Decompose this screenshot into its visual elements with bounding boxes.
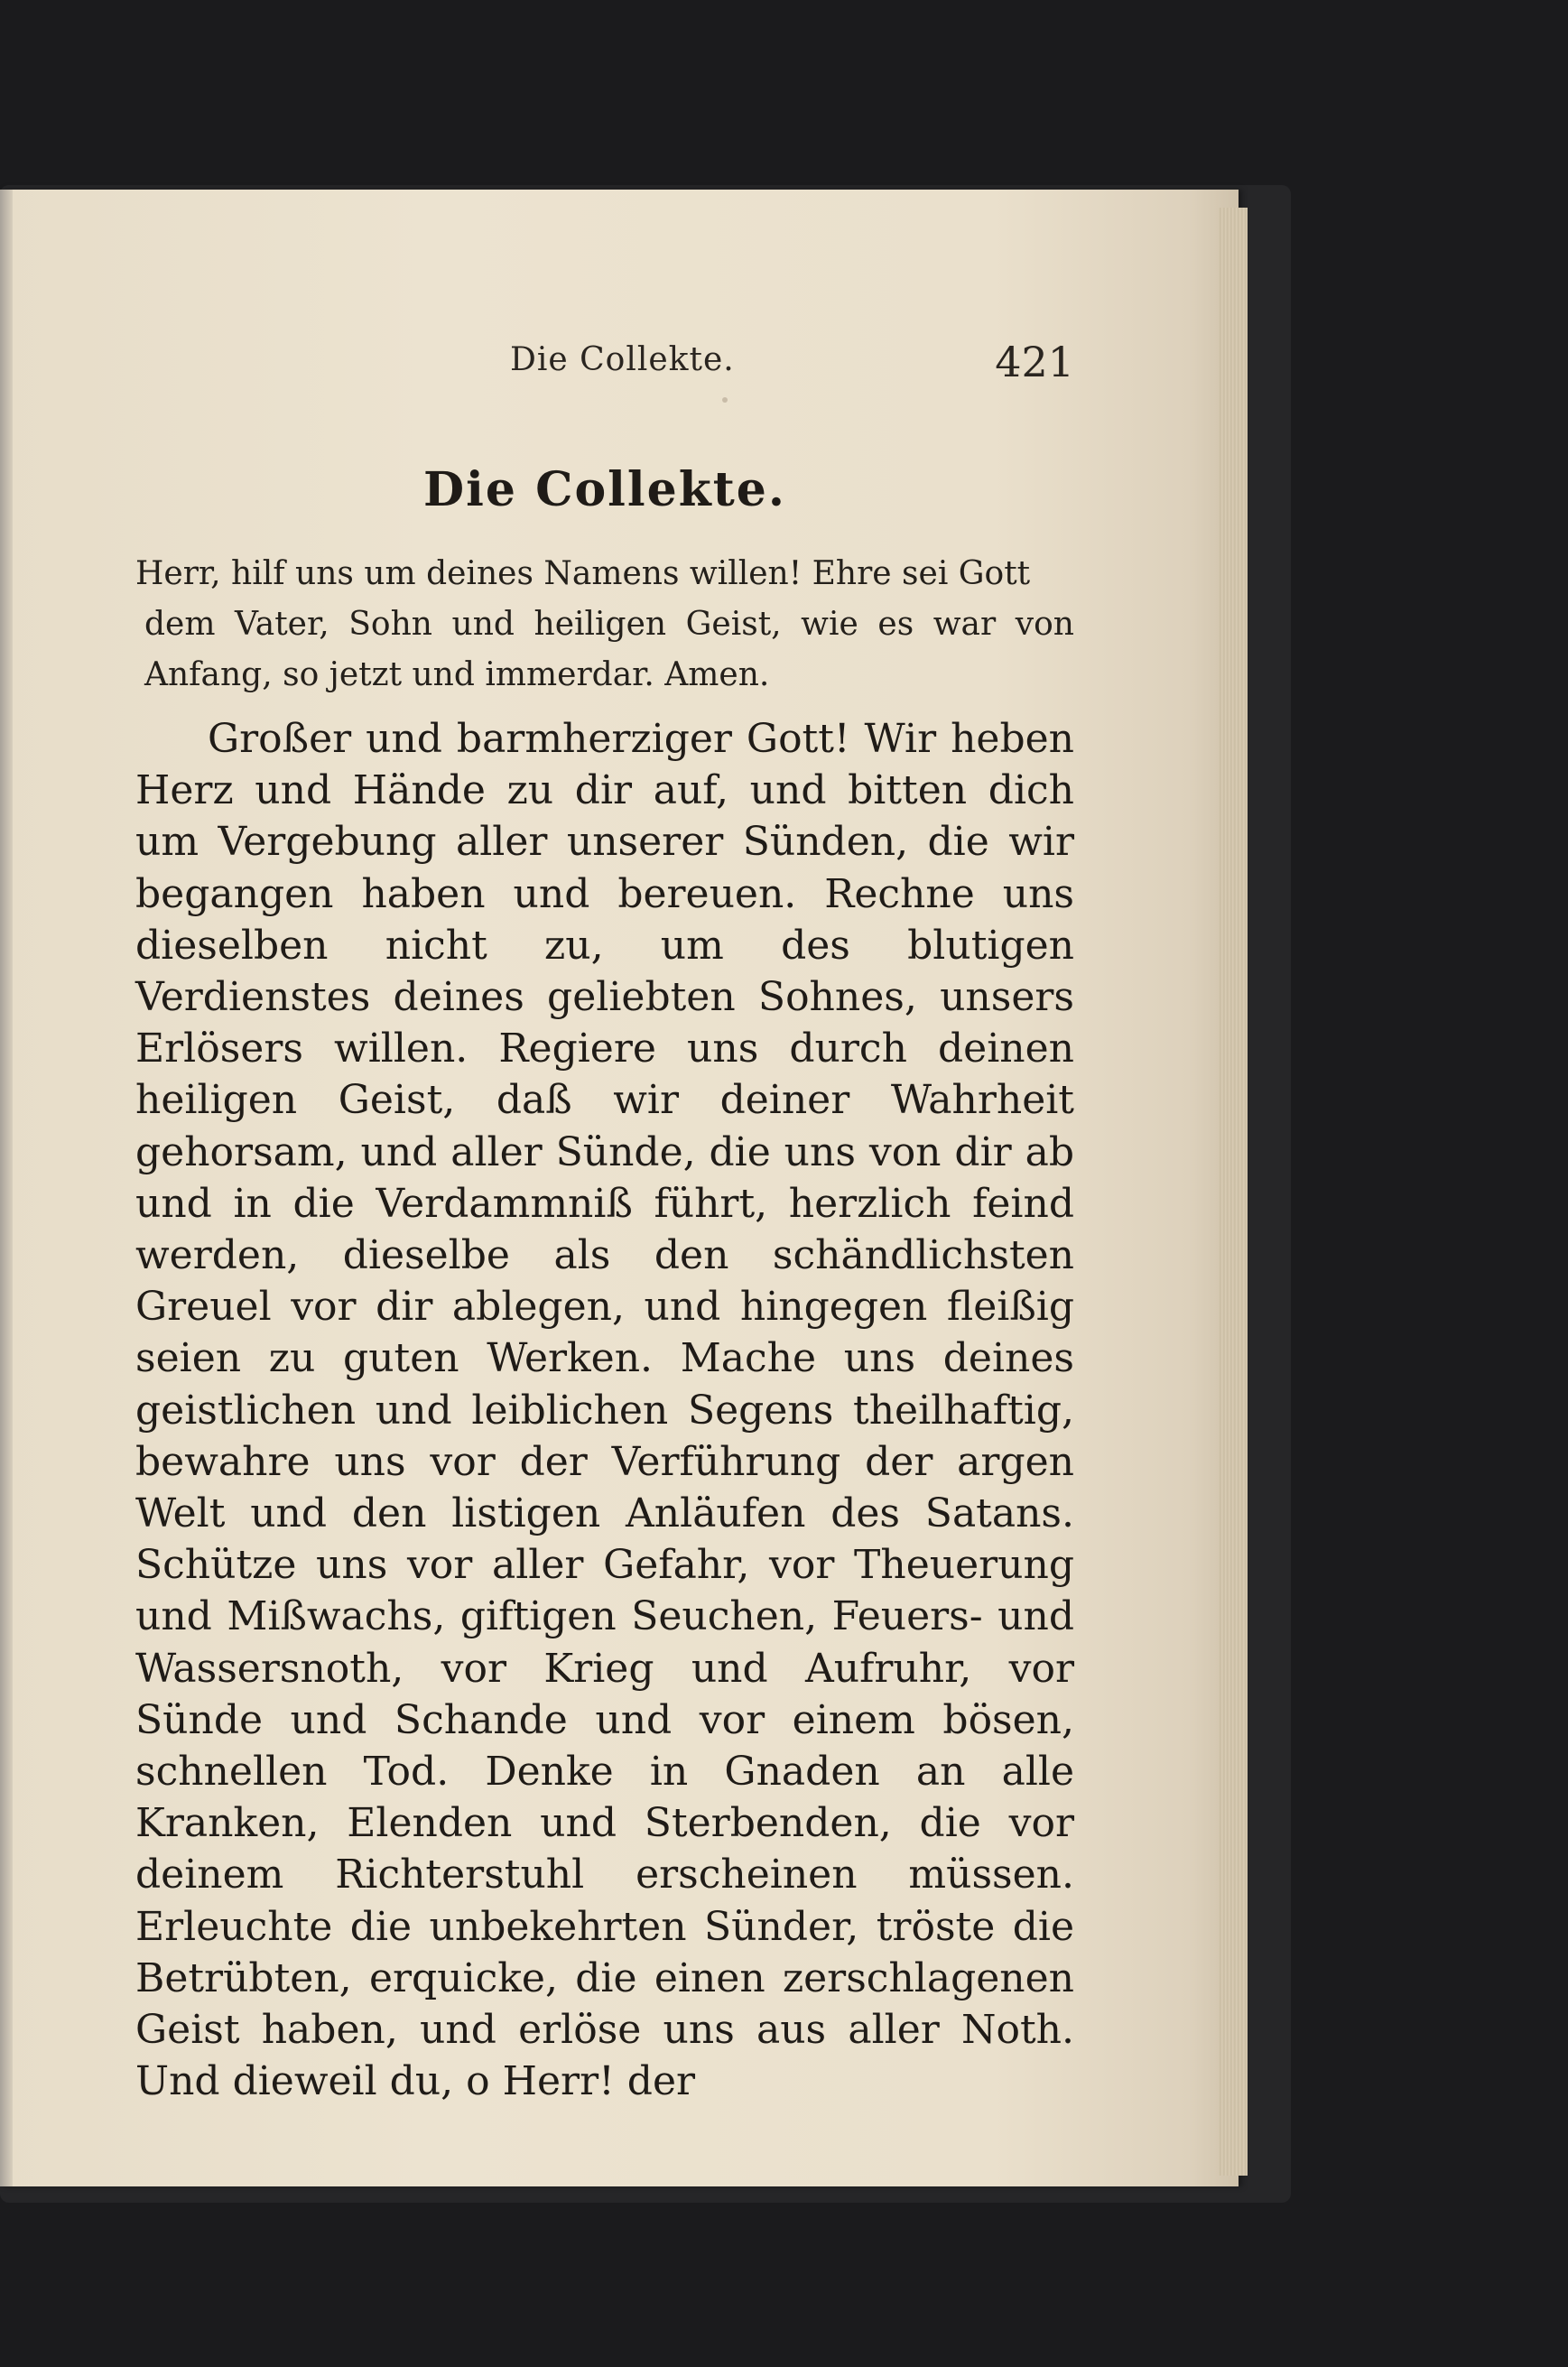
page-gutter [0, 190, 13, 2186]
prayer-body-text: Großer und barmherziger Gott! Wir heben Herz und Hände zu dir auf, und bitten dich um Vergebung aller unserer Sünden, die wir begangen haben und bereuen. Rechne uns dieselben nicht zu, um des blutigen Verdienstes deines geliebten Sohnes, unsers Erlösers willen. Regiere uns durch deinen heiligen Geist, daß wir deiner Wahrheit gehorsam, und aller Sünde, die uns von dir ab und in die Verdammniß führt, herzlich feind werden, dieselbe als den schändlichsten Greuel vor dir ablegen, und hingegen fleißig seien zu guten Werken. Mache uns deines geistlichen und leiblichen Segens theilhaftig, bewahre uns vor der Verführung der argen Welt und den listigen Anläufen des Satans. Schütze uns vor aller Gefahr, vor Theuerung und Mißwachs, giftigen Seuchen, Feuers- und Wassersnoth, vor Krieg und Aufruhr, vor Sünde und Schande und vor einem bösen, schnellen Tod. Denke in Gnaden an alle Kranken, Elenden und Sterbenden, die vor deinem Richterstuhl erscheinen müssen. Erleuchte die unbekehrten Sünder, tröste die Betrübten, erquicke, die einen zerschlagenen Geist haben, und erlöse uns aus aller Noth. Und dieweil du, o Herr! der [135, 716, 1074, 2105]
page-fore-edge [1219, 208, 1248, 2176]
running-head-title: Die Collekte. [510, 341, 735, 378]
intro-line-rest: dem Vater, Sohn und heiligen Geist, wie es war von Anfang, so jetzt und immerdar. Amen. [144, 606, 1074, 693]
section-heading: Die Collekte. [423, 462, 786, 517]
intro-line-1: Herr, hilf uns um deines Namens willen! Ehre sei Gott [135, 555, 1031, 592]
intro-versicle [135, 549, 1074, 701]
paper-spot [722, 397, 728, 403]
page-number: 421 [995, 338, 1074, 386]
running-head [135, 338, 1074, 395]
